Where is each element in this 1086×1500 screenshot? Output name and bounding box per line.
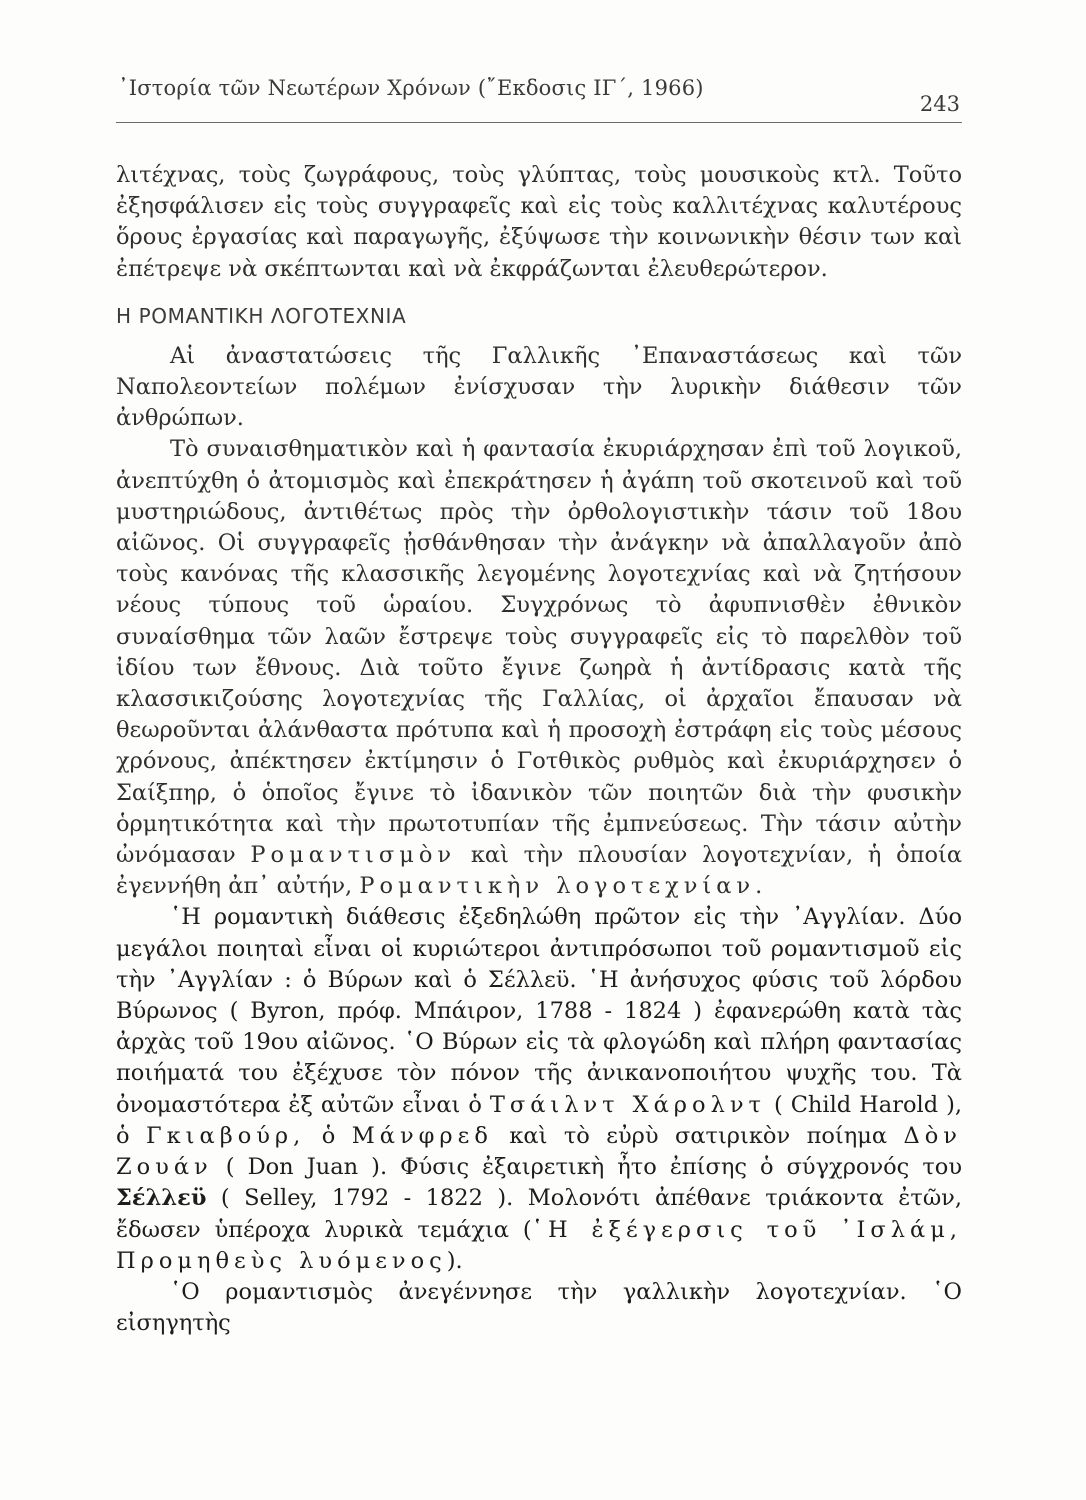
page-body [116,160,962,1339]
term-romantic-literature: Ρομαντικὴν λογοτεχνίαν. [359,873,768,900]
work-giaour: Γκιαβούρ, [146,1122,306,1149]
term-romanticism: Ρομαντισμὸν [250,842,457,869]
work-manfred: Μάνφρεδ [351,1122,493,1149]
work-childe-harold-en: ( Child Harold ), [773,1091,963,1118]
work-don-juan: Δὸν Ζουάν [116,1122,962,1181]
paragraph-english-romanticism [116,902,962,1276]
works-shelley: ῾Η ἐξέγερσις τοῦ ᾿Ισλάμ, Προμηθεὺς λυόμενος [116,1216,962,1274]
paragraph-english-text-e: ). [446,1247,463,1274]
running-header-title: ᾿Ιστορία τῶν Νεωτέρων Χρόνων (῎Εκδοσις ΙΓ΄, 1966) [118,76,704,100]
paragraph-french-romanticism: ῾Ο ρομαντισμὸς ἀνεγέννησε τὴν γαλλικὴν λογοτεχνίαν. ῾Ο εἰσηγητὴς [116,1278,962,1337]
paragraph-artists: λιτέχνας, τοὺς ζωγράφους, τοὺς γλύπτας, τοὺς μουσικοὺς κτλ. Τοῦτο ἐξησφάλισεν εἰς τοὺς συγγραφεῖς καὶ εἰς τοὺς καλλιτέχνας καλυτέρους ὅρους ἐργασίας καὶ παραγωγῆς, ἐξύψωσε τὴν κοινωνικὴν θέσιν των καὶ ἐπέτρεψε νὰ σκέπτωνται καὶ νὰ ἐκφράζωνται ἐλευθερώτερον. [116,162,962,282]
section-heading: Η ΡΟΜΑΝΤΙΚΗ ΛΟΓΟΤΕΧΝΙΑ [116,303,407,328]
article-o-1: ὁ [116,1122,130,1149]
name-shelley: Σέλλεϋ [116,1185,207,1212]
paragraph-revolution: Αἱ ἀναστατώσεις τῆς Γαλλικῆς ᾿Επαναστάσεως καὶ τῶν Ναπολεοντείων πολέμων ἐνίσχυσαν τὴν λυρικὴν διάθεσιν τῶν ἀνθρώπων. [116,342,962,432]
paragraph-english-text-c: ( Don Juan ). Φύσις ἐξαιρετικὴ ἦτο ἐπίσης ὁ σύγχρονός του [225,1154,962,1181]
paragraph-english-text-b: καὶ τὸ εὐρὺ σατιρικὸν ποίημα [509,1122,888,1149]
page-number: 243 [919,92,960,116]
article-o-2: ὁ [321,1122,336,1149]
header-rule [116,122,962,123]
paragraph-english-text-d: ( Selley, 1792 - 1822 ). Μολονότι ἀπέθανε τριάκοντα ἐτῶν, ἔδωσεν ὑπέροχα λυρικὰ τεμάχια ( [116,1185,962,1243]
running-header [118,72,960,116]
paragraph-romanticism-text: Τὸ συναισθηματικὸν καὶ ἡ φαντασία ἐκυριάρχησαν ἐπὶ τοῦ λογικοῦ, ἀνεπτύχθη ὁ ἀτομισμὸς καὶ ἐπεκράτησεν ἡ ἀγάπη τοῦ σκοτεινοῦ καὶ τοῦ μυστηριώδους, ἀντιθέτως πρὸς τὴν ὀρθολογιστικὴν τάσιν τοῦ 18ου αἰῶνος. Οἱ συγγραφεῖς ᾐσθάνθησαν τὴν ἀνάγκην νὰ ἀπαλλαγοῦν ἀπὸ τοὺς κανόνας τῆς κλασσικῆς λεγομένης λογοτεχνίας καὶ νὰ ζητήσουν νέους τύπους τοῦ ὡραίου. Συγχρόνως τὸ ἀφυπνισθὲν ἐθνικὸν συναίσθημα τῶν λαῶν ἔστρεψε τοὺς συγγραφεῖς εἰς τὸ παρελθὸν τοῦ ἰδίου των ἔθνους. Διὰ τοῦτο ἔγινε ζωηρὰ ἡ ἀντίδρασις κατὰ τῆς κλασσικιζούσης λογοτεχνίας τῆς Γαλλίας, οἱ ἀρχαῖοι ἔπαυσαν νὰ θεωροῦνται ἀλάνθαστα πρότυπα καὶ ἡ προσοχὴ ἐστράφη εἰς τοὺς μέσους χρόνους, ἀπέκτησεν ἐκτίμησιν ὁ Γοτθικὸς ρυθμὸς καὶ ἐκυριάρχησεν ὁ Σαίξπηρ, ὁ ὁποῖος ἔγινε τὸ ἰδανικὸν τῶν ποιητῶν διὰ τὴν φυσικὴν ὁρμητικότητα καὶ τὴν πρωτοτυπίαν τῆς ἐμπνεύσεως. Τὴν τάσιν αὐτὴν ὠνόμασαν [116,436,962,869]
paragraph-romanticism-definition [116,434,962,902]
paragraph-english-text-a: ῾Η ρομαντικὴ διάθεσις ἐξεδηλώθη πρῶτον εἰς τὴν ᾿Αγγλίαν. Δύο μεγάλοι ποιηταὶ εἶναι οἱ κυριώτεροι ἀντιπρόσωποι τοῦ ρομαντισμοῦ εἰς τὴν ᾿Αγγλίαν : ὁ Βύρων καὶ ὁ Σέλλεϋ. ῾Η ἀνήσυχος φύσις τοῦ λόρδου Βύρωνος ( Byron, πρόφ. Μπάιρον, 1788 - 1824 ) ἐφανερώθη κατὰ τὰς ἀρχὰς τοῦ 19ου αἰῶνος. ῾Ο Βύρων εἰς τὰ φλογώδη καὶ πλήρη φαντασίας ποιήματά του ἐξέχυσε τὸν πόνον τῆς ἀνικανοποιήτου ψυχῆς του. Τὰ ὀνομαστότερα ἐξ αὐτῶν εἶναι ὁ [116,904,962,1118]
work-childe-harold: Τσάιλντ Χάρολντ [489,1091,766,1118]
paragraph-romanticism-mid: καὶ τὴν πλουσίαν λογοτεχνίαν, ἡ ὁποία ἐγεννήθη ἀπ᾿ αὐτήν, [116,842,963,900]
